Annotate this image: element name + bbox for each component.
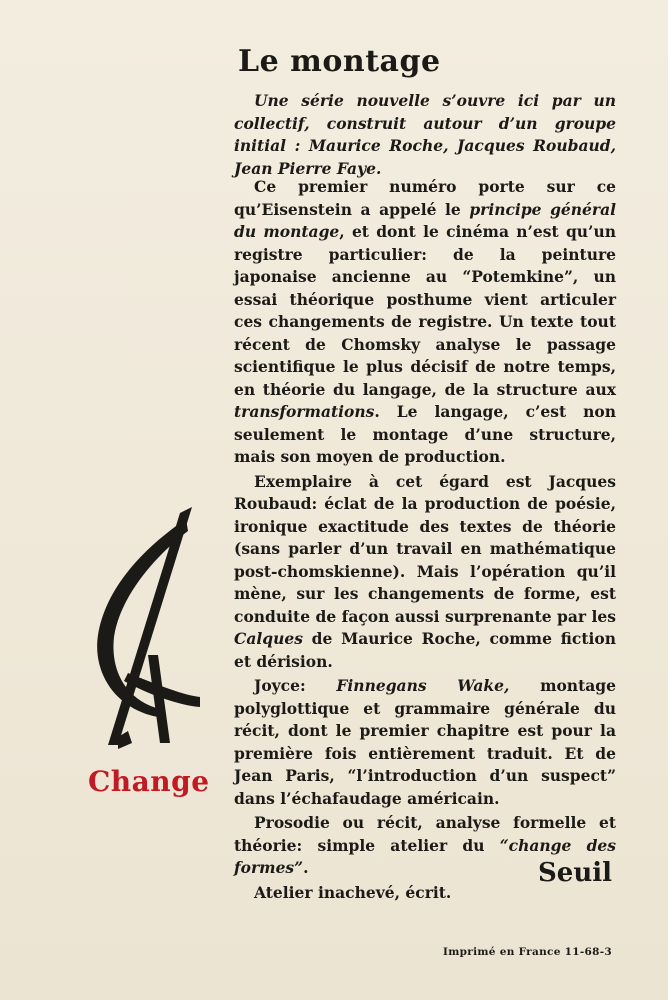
- intro-paragraph: Une série nouvelle s’ouvre ici par un collectif, construit autour d’un groupe initial : Maurice Roche, Jacques Roubaud, Jean Pierre Faye.: [234, 91, 616, 178]
- paragraph-atelier: Atelier inachevé, écrit.: [254, 882, 452, 902]
- page-title: Le montage: [238, 44, 441, 79]
- text-run: , et dont le cinéma n’est qu’un registre particulier: de la peinture japonaise ancienne au “Potemkine”, un essai théorique posthume vient articuler ces changements de registre. Un texte tout récent de Chomsky analyse le passage scientifique le plus décisif de notre temps, en théorie du langage, de la structure aux: [234, 222, 616, 399]
- text-run: de Maurice Roche, comme fiction et dérision.: [234, 629, 616, 671]
- italic-run: principe général du montage: [234, 199, 616, 241]
- logo-wordmark: Change: [88, 765, 210, 798]
- italic-run: transformations: [234, 402, 375, 421]
- publisher-name: Seuil: [538, 858, 612, 888]
- text-run: Prosodie ou récit, analyse formelle et théorie: simple atelier du: [234, 813, 616, 855]
- print-info: Imprimé en France 11-68-3: [442, 946, 612, 958]
- paragraph-eisenstein: [234, 176, 616, 469]
- text-run: Joyce:: [254, 676, 337, 695]
- text-run: Ce premier numéro porte sur ce qu’Eisenstein a appelé le: [234, 177, 616, 219]
- text-run: . Le langage, c’est non seulement le montage d’une structure, mais son moyen de production.: [234, 402, 616, 466]
- paragraph-joyce: [234, 675, 616, 810]
- text-run: Exemplaire à cet égard est Jacques Roubaud: éclat de la production de poésie, ironique exactitude des textes de théorie (sans parler d’un travail en mathématique post-chomskienne). Mais l’opération qu’il mène, sur les changements de forme, est conduite de façon aussi surprenante par les: [234, 471, 616, 626]
- text-run: .: [303, 858, 309, 877]
- italic-run: “change des formes”: [234, 835, 616, 877]
- paragraph-roubaud: [234, 471, 616, 674]
- change-monogram-icon: [88, 505, 208, 755]
- text-run: montage polyglottique et grammaire générale du récit, dont le premier chapitre est pour la première fois entièrement traduit. Et de Jean Paris, “l’introduction d’un suspect” dans l’échafaudage américain.: [234, 676, 616, 808]
- body-text: [234, 176, 616, 906]
- italic-run: Finnegans Wake,: [336, 676, 510, 695]
- italic-run: Calques: [234, 629, 303, 648]
